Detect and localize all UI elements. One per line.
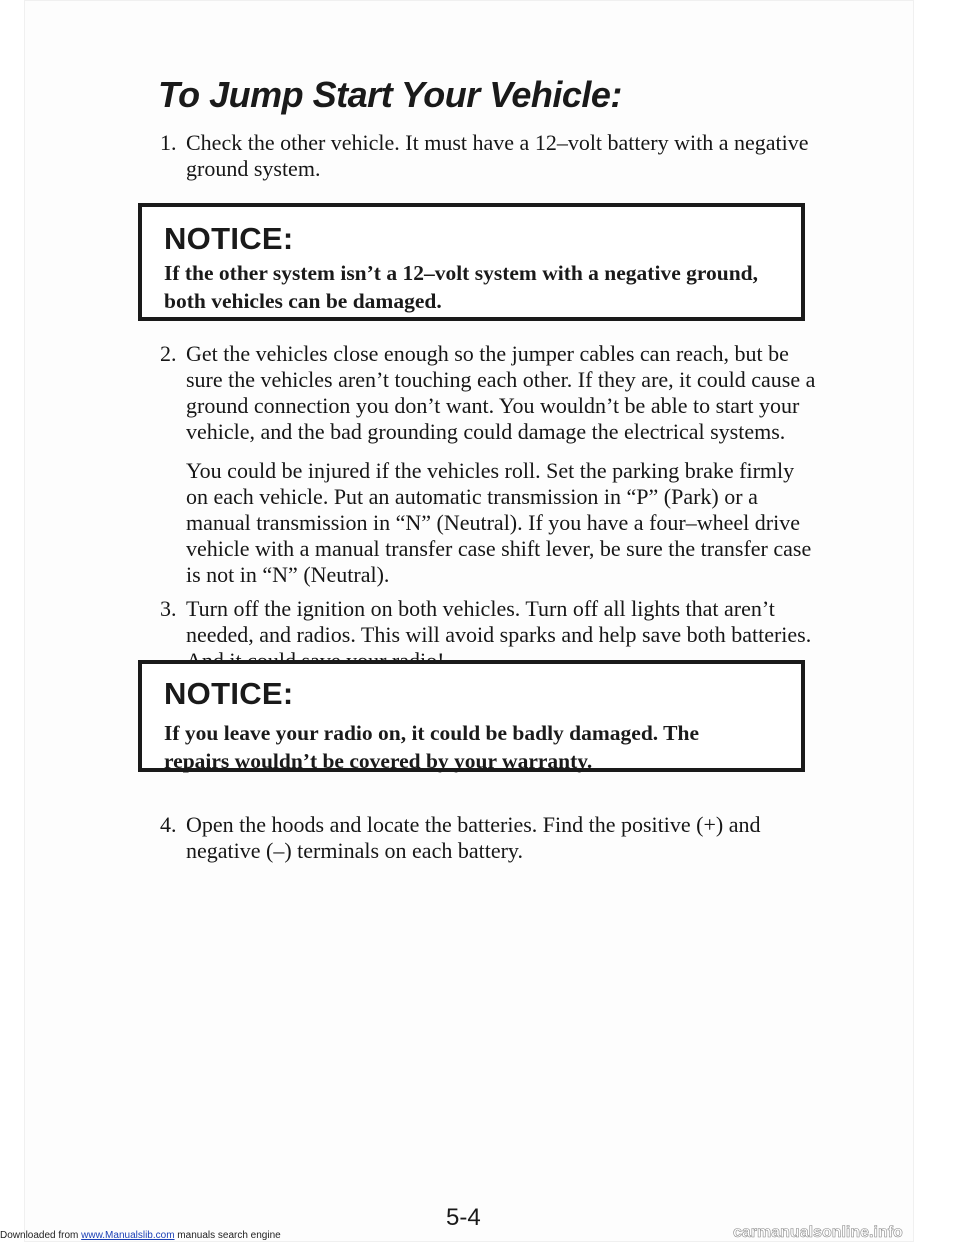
step-1 bbox=[160, 130, 820, 182]
step-note: You could be injured if the vehicles roll. Set the parking brake firmly on each vehicle. Put an automatic transmission in “P” (Park) or a manual transmission in “N” (Neutral). If you have a four–wheel drive vehicle with a manual transfer case shift lever, be sure the transfer case is not in “N” (Neutral). bbox=[186, 458, 812, 587]
footer-prefix: Downloaded from bbox=[0, 1230, 82, 1241]
footer-suffix: manuals search engine bbox=[174, 1230, 281, 1241]
notice-text: If the other system isn’t a 12–volt system with a negative ground, both vehicles can be damaged. bbox=[164, 261, 759, 313]
step-text: Open the hoods and locate the batteries. Find the positive (+) and negative (–) terminals on each battery. bbox=[186, 812, 761, 863]
download-source-footer bbox=[0, 1230, 281, 1242]
step-number: 1. bbox=[160, 130, 177, 155]
notice-heading: NOTICE: bbox=[164, 676, 294, 711]
step-4 bbox=[160, 812, 820, 864]
notice-box-1 bbox=[138, 203, 805, 321]
step-text: Get the vehicles close enough so the jumper cables can reach, but be sure the vehicles aren’t touching each other. If they are, it could cause a ground connection you don’t want. You wouldn’t be able to start your vehicle, and the bad grounding could damage the electrical systems. bbox=[186, 341, 816, 444]
manualslib-link[interactable]: www.Manualslib.com bbox=[81, 1230, 175, 1241]
step-text: Check the other vehicle. It must have a 12–volt battery with a negative ground system. bbox=[186, 130, 809, 181]
step-number: 3. bbox=[160, 596, 177, 621]
notice-box-2 bbox=[138, 660, 805, 772]
page-title: To Jump Start Your Vehicle: bbox=[158, 74, 622, 115]
notice-text: If you leave your radio on, it could be badly damaged. The repairs wouldn’t be covered by your warranty. bbox=[164, 721, 699, 773]
step-2 bbox=[160, 341, 820, 588]
page-number: 5-4 bbox=[446, 1204, 481, 1231]
notice-heading: NOTICE: bbox=[164, 221, 294, 256]
site-watermark: carmanualsonline.info bbox=[733, 1224, 903, 1241]
step-number: 2. bbox=[160, 341, 177, 366]
step-number: 4. bbox=[160, 812, 177, 837]
step-text: Turn off the ignition on both vehicles. Turn off all lights that aren’t needed, and radios. This will avoid sparks and help save both batteries. bbox=[186, 596, 812, 647]
